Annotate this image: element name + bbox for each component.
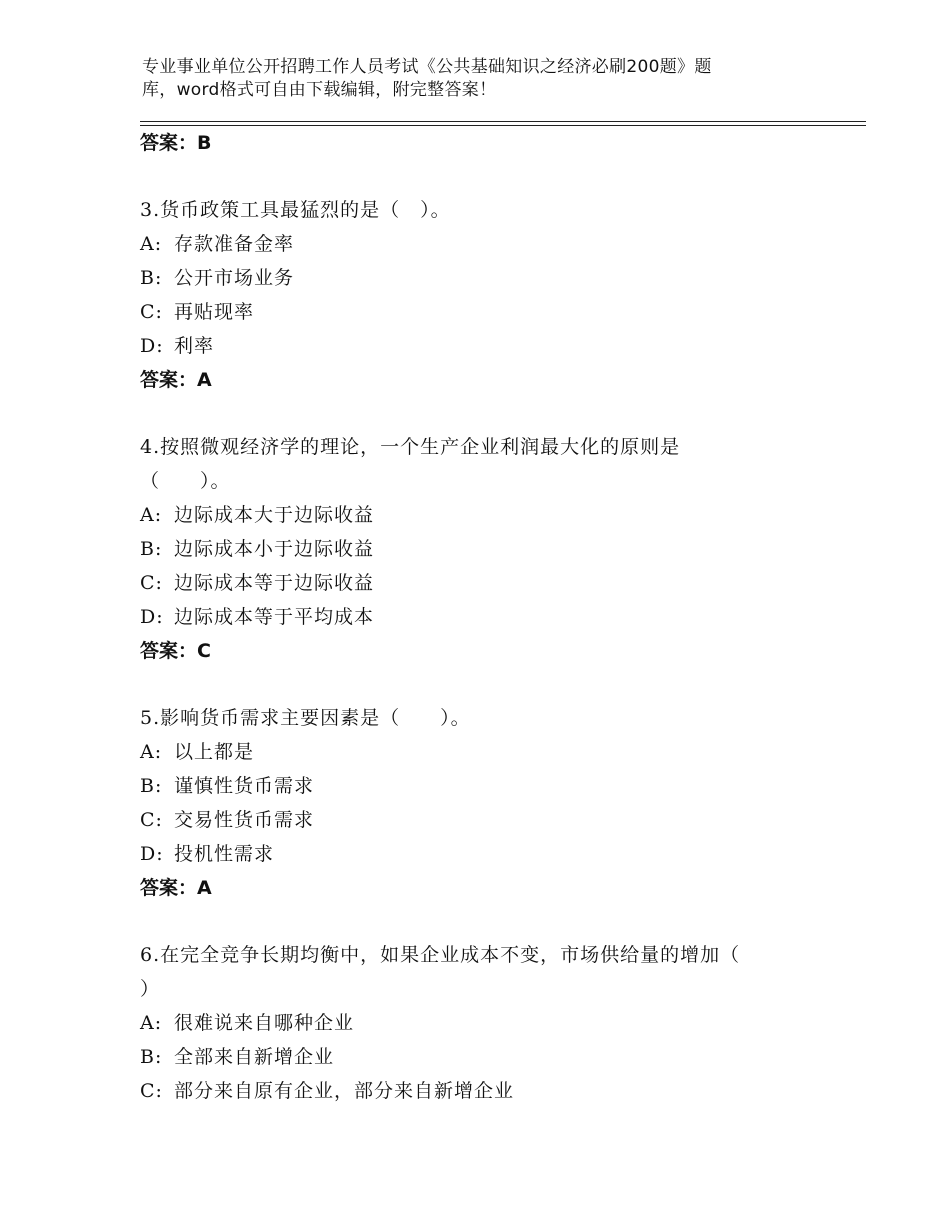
question-stem-line: （ ）。: [140, 470, 231, 492]
question-stem: [140, 193, 840, 227]
option-a: [140, 227, 840, 261]
option-text: 交易性货币需求: [174, 809, 315, 831]
option-key: D:: [140, 843, 164, 865]
option-key: A:: [140, 741, 163, 763]
option-text: 很难说来自哪种企业: [174, 1012, 355, 1034]
option-key: B:: [140, 775, 163, 797]
option-d: [140, 837, 840, 871]
question-stem-line: 5.影响货币需求主要因素是（ ）。: [140, 707, 471, 729]
header-line-1: 专业事业单位公开招聘工作人员考试《公共基础知识之经济必刷200题》题: [142, 57, 712, 77]
answer-label: 答案：A: [140, 369, 212, 391]
option-text: 再贴现率: [174, 301, 255, 323]
question-4: [140, 430, 840, 668]
option-key: B:: [140, 538, 163, 560]
question-3: [140, 193, 840, 397]
option-key: C:: [140, 572, 163, 594]
document-header: [142, 56, 782, 102]
option-d: [140, 600, 840, 634]
option-key: D:: [140, 335, 164, 357]
option-key: C:: [140, 809, 163, 831]
option-key: C:: [140, 1080, 163, 1102]
option-text: 部分来自原有企业，部分来自新增企业: [174, 1080, 515, 1102]
option-b: [140, 261, 840, 295]
header-divider-top: [140, 121, 866, 122]
option-text: 以上都是: [174, 741, 255, 763]
option-c: [140, 1074, 840, 1108]
option-text: 存款准备金率: [174, 233, 295, 255]
option-a: [140, 735, 840, 769]
option-text: 边际成本等于平均成本: [174, 606, 375, 628]
question-stem-line: 6.在完全竞争长期均衡中，如果企业成本不变，市场供给量的增加（: [140, 944, 741, 966]
option-key: A:: [140, 504, 163, 526]
option-key: A:: [140, 233, 163, 255]
option-text: 公开市场业务: [174, 267, 295, 289]
answer-label: 答案：A: [140, 877, 212, 899]
option-text: 谨慎性货币需求: [174, 775, 315, 797]
question-stem: [140, 430, 840, 498]
option-text: 全部来自新增企业: [174, 1046, 335, 1068]
question-stem-line: 4.按照微观经济学的理论，一个生产企业利润最大化的原则是: [140, 436, 681, 458]
option-a: [140, 1006, 840, 1040]
option-key: A:: [140, 1012, 163, 1034]
option-b: [140, 1040, 840, 1074]
question-6: [140, 938, 840, 1108]
option-key: B:: [140, 1046, 163, 1068]
option-key: D:: [140, 606, 164, 628]
option-key: B:: [140, 267, 163, 289]
question-5: [140, 701, 840, 905]
option-c: [140, 566, 840, 600]
option-c: [140, 803, 840, 837]
option-text: 投机性需求: [174, 843, 275, 865]
header-line-2: 库，word格式可自由下载编辑，附完整答案！: [142, 80, 497, 100]
option-text: 边际成本大于边际收益: [174, 504, 375, 526]
question-stem-line: 3.货币政策工具最猛烈的是（ ）。: [140, 199, 451, 221]
option-key: C:: [140, 301, 163, 323]
question-stem: [140, 938, 840, 1006]
option-text: 边际成本小于边际收益: [174, 538, 375, 560]
answer-label: 答案：C: [140, 640, 211, 662]
question-stem-line: ）: [140, 978, 161, 1000]
option-c: [140, 295, 840, 329]
answer-label: 答案：B: [140, 132, 212, 154]
option-text: 利率: [174, 335, 215, 357]
option-b: [140, 769, 840, 803]
question-list: [140, 126, 840, 1108]
option-b: [140, 532, 840, 566]
option-d: [140, 329, 840, 363]
option-text: 边际成本等于边际收益: [174, 572, 375, 594]
option-a: [140, 498, 840, 532]
question-stem: [140, 701, 840, 735]
